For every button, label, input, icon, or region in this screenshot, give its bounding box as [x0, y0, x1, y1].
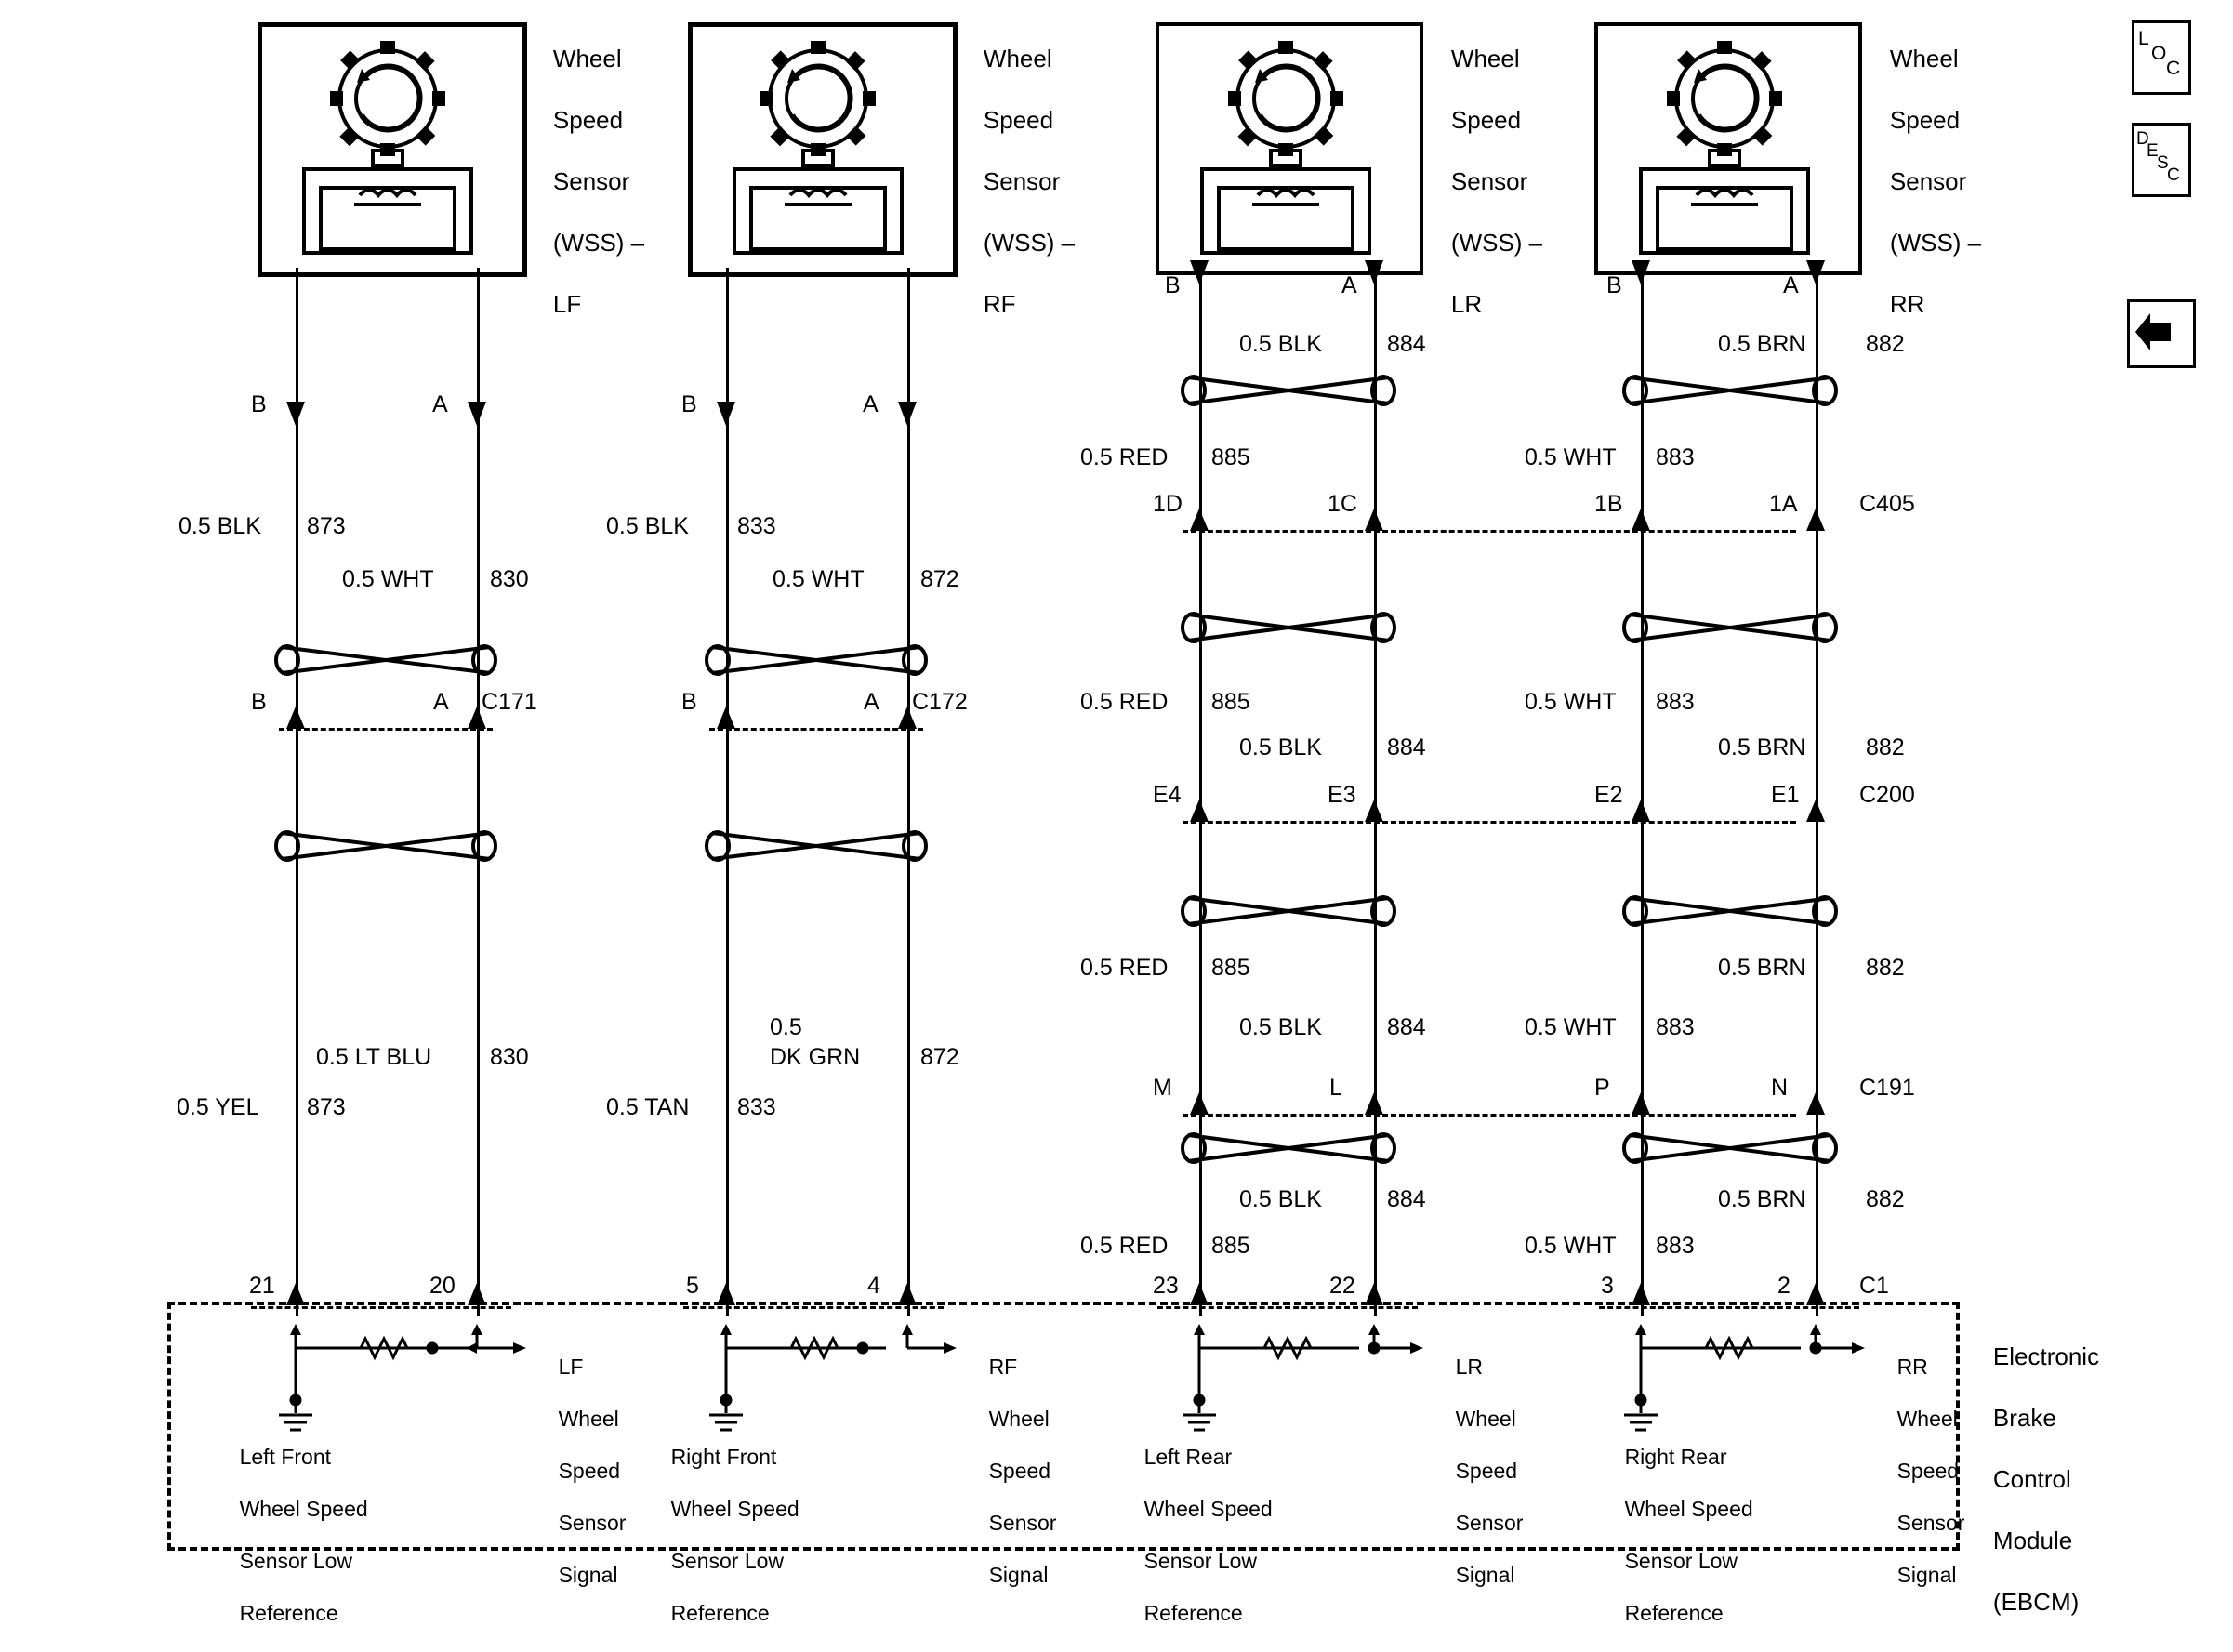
rf-c172-id: C172: [912, 689, 968, 715]
rf-wire-872b: 872: [920, 1044, 959, 1070]
lf-c171-pin-b: B: [251, 689, 267, 715]
loc-icon-c: C: [2166, 58, 2181, 79]
wss-rf-label: Wheel Speed Sensor (WSS) – RF: [983, 45, 1076, 318]
c405-id: C405: [1859, 491, 1915, 517]
lr-c191-pin-l: L: [1329, 1075, 1342, 1101]
ebcm-lf-ground-label: Left Front Wheel Speed Sensor Low Reference: [239, 1445, 368, 1625]
rr-c405-pin-1a: 1A: [1769, 491, 1798, 517]
ebcm-rf-signal-label: RF Wheel Speed Sensor Signal: [988, 1355, 1057, 1587]
lr-wire-red-4: 0.5 RED: [1080, 1233, 1169, 1259]
wss-lf-label: Wheel Speed Sensor (WSS) – LF: [552, 45, 645, 318]
ebcm-lf-signal-label: LF Wheel Speed Sensor Signal: [558, 1355, 627, 1587]
lr-wire-red-2: 0.5 RED: [1080, 689, 1169, 715]
lr-wire-blk-3: 0.5 BLK: [1239, 1014, 1322, 1040]
rr-wire-883-4: 883: [1656, 1233, 1695, 1259]
c191-dash: [1183, 1114, 1796, 1117]
c200-dash: [1183, 821, 1796, 824]
wss-rr-symbol: [1613, 32, 1836, 264]
rf-wire-dkgrn-label-2: DK GRN: [770, 1044, 861, 1070]
desc-icon-c: C: [2167, 165, 2180, 185]
lf-wire-830b: 830: [490, 1044, 529, 1070]
rr-wire-882-2: 882: [1866, 734, 1905, 760]
rf-term-arrow-right: [898, 1283, 918, 1307]
rr-wire-882-top: 882: [1866, 331, 1905, 357]
lr-arrow-b: [1190, 260, 1210, 292]
rr-wire-883-2: 883: [1656, 689, 1695, 715]
lf-twist-2: [274, 827, 497, 865]
lr-pin-b: B: [1165, 272, 1181, 298]
lr-wire-884-4: 884: [1387, 1186, 1426, 1212]
lf-pin-a: A: [432, 391, 448, 417]
rr-c200-arrow-b: [1632, 800, 1652, 824]
left-arrow-icon[interactable]: [2127, 299, 2196, 368]
lr-wire-885-3: 885: [1211, 955, 1250, 981]
lr-c191-arrow-b: [1190, 1092, 1210, 1117]
lr-c191-arrow-a: [1365, 1092, 1385, 1117]
lf-c171-arrow-b: [286, 707, 307, 731]
lr-twist-3: [1181, 892, 1396, 930]
rf-pin-b: B: [681, 391, 697, 417]
rr-c191-arrow-a: [1806, 1092, 1827, 1117]
rf-wire-833b: 833: [737, 1094, 776, 1120]
lr-c200-arrow-a: [1365, 800, 1385, 824]
c200-id: C200: [1859, 782, 1915, 808]
lf-wire-830: 830: [490, 566, 529, 592]
lf-wire-873b: 873: [307, 1094, 346, 1120]
rr-wire-882-3: 882: [1866, 955, 1905, 981]
lf-twist-1: [274, 641, 497, 679]
rr-wire-brn-top: 0.5 BRN: [1718, 331, 1806, 357]
rr-arrow-a: [1806, 260, 1827, 292]
rr-term-3: 3: [1601, 1273, 1614, 1299]
rf-c172-arrow-a: [898, 707, 918, 731]
lr-wire-885-2: 885: [1211, 689, 1250, 715]
lf-term-arrow-right: [468, 1283, 488, 1307]
rr-wire-883-3: 883: [1656, 1014, 1695, 1040]
rf-wire-dkgrn-label-1: 0.5: [770, 1014, 802, 1040]
rr-wire-wht-1: 0.5 WHT: [1525, 444, 1617, 470]
lr-wire-884-3: 884: [1387, 1014, 1426, 1040]
lr-c191-pin-m: M: [1153, 1075, 1172, 1101]
lr-wire-blk-4: 0.5 BLK: [1239, 1186, 1322, 1212]
rr-term-arrow-left: [1632, 1283, 1652, 1307]
desc-icon-e: E: [2147, 141, 2159, 161]
lr-term-arrow-left: [1190, 1283, 1210, 1307]
rf-term-arrow-left: [717, 1283, 737, 1307]
lr-wire-red-3: 0.5 RED: [1080, 955, 1169, 981]
rr-twist-1: [1622, 372, 1838, 409]
lr-wire-blk-top: 0.5 BLK: [1239, 331, 1322, 357]
wss-lr-symbol: [1174, 32, 1397, 264]
lf-wire-wht-label: 0.5 WHT: [342, 566, 434, 592]
lf-c171-dash: [279, 728, 493, 731]
lf-wire-ltblu-label: 0.5 LT BLU: [316, 1044, 432, 1070]
rf-wire-833: 833: [737, 513, 776, 539]
ebcm-lr-signal-label: LR Wheel Speed Sensor Signal: [1455, 1355, 1524, 1587]
rr-wire-brn-4: 0.5 BRN: [1718, 1186, 1806, 1212]
lf-arrow-b: [286, 402, 307, 433]
lf-wire-blk-label: 0.5 BLK: [178, 513, 261, 539]
lr-twist-4: [1181, 1130, 1396, 1167]
lr-wire-885-4: 885: [1211, 1233, 1250, 1259]
rr-c191-arrow-b: [1632, 1092, 1652, 1117]
rf-c172-arrow-b: [717, 707, 737, 731]
lr-c200-pin-e4: E4: [1153, 782, 1182, 808]
rf-pin-a: A: [863, 391, 879, 417]
rf-term-5: 5: [686, 1273, 699, 1299]
rf-arrow-a: [898, 402, 918, 433]
rf-twist-2: [705, 827, 928, 865]
wss-lr-label: Wheel Speed Sensor (WSS) – LR: [1450, 45, 1543, 318]
lr-pin-a: A: [1341, 272, 1357, 298]
rr-twist-4: [1622, 1130, 1838, 1167]
lr-wire-blk-2: 0.5 BLK: [1239, 734, 1322, 760]
rr-wire-wht-4: 0.5 WHT: [1525, 1233, 1617, 1259]
rr-twist-2: [1622, 609, 1838, 646]
rf-wire-tan-label: 0.5 TAN: [606, 1094, 690, 1120]
rr-c191-pin-p: P: [1594, 1075, 1610, 1101]
ebcm-rf-ground-label: Right Front Wheel Speed Sensor Low Reference: [670, 1445, 799, 1625]
ebcm-lr-ground-label: Left Rear Wheel Speed Sensor Low Reference: [1143, 1445, 1273, 1625]
rr-c405-arrow-a: [1806, 509, 1827, 533]
lr-twist-1: [1181, 372, 1396, 409]
lr-c405-pin-1c: 1C: [1328, 491, 1357, 517]
loc-icon[interactable]: [2132, 20, 2191, 95]
rr-wire-882-4: 882: [1866, 1186, 1905, 1212]
lf-c171-pin-a: A: [433, 689, 449, 715]
loc-icon-l: L: [2138, 28, 2149, 49]
lf-pin-b: B: [251, 391, 267, 417]
rr-wire-brn-2: 0.5 BRN: [1718, 734, 1806, 760]
rf-arrow-b: [717, 402, 737, 433]
rf-c172-dash: [709, 728, 923, 731]
lr-c405-arrow-b: [1190, 509, 1210, 533]
rf-twist-1: [705, 641, 928, 679]
rr-wire-brn-3: 0.5 BRN: [1718, 955, 1806, 981]
rr-wire-wht-3: 0.5 WHT: [1525, 1014, 1617, 1040]
ebcm-title: Electronic Brake Control Module (EBCM): [1992, 1342, 2100, 1616]
wss-rf-symbol: [707, 32, 930, 264]
lr-c405-arrow-a: [1365, 509, 1385, 533]
lf-c171-id: C171: [482, 689, 537, 715]
rf-c172-pin-b: B: [681, 689, 697, 715]
lf-wire-873: 873: [307, 513, 346, 539]
lf-arrow-a: [468, 402, 488, 433]
rr-term-2: 2: [1777, 1273, 1790, 1299]
lr-wire-884-top: 884: [1387, 331, 1426, 357]
rf-wire-872: 872: [920, 566, 959, 592]
lr-arrow-a: [1365, 260, 1385, 292]
rr-arrow-b: [1632, 260, 1652, 292]
c405-dash: [1183, 530, 1796, 533]
rr-c405-arrow-b: [1632, 509, 1652, 533]
c191-id: C191: [1859, 1075, 1915, 1101]
lr-wire-885-1: 885: [1211, 444, 1250, 470]
lf-term-21: 21: [249, 1273, 275, 1299]
wss-lf-symbol: [276, 32, 499, 264]
rr-pin-a: A: [1783, 272, 1799, 298]
lr-c200-pin-e3: E3: [1328, 782, 1356, 808]
lr-wire-884-2: 884: [1387, 734, 1426, 760]
rr-wire-wht-2: 0.5 WHT: [1525, 689, 1617, 715]
desc-icon-s: S: [2157, 153, 2169, 173]
lf-c171-arrow-a: [468, 707, 488, 731]
rf-wire-blk-label: 0.5 BLK: [606, 513, 689, 539]
rr-term-arrow-right: [1806, 1283, 1827, 1307]
lf-term-arrow-left: [286, 1283, 307, 1307]
rr-c200-pin-e1: E1: [1771, 782, 1800, 808]
rr-c191-pin-n: N: [1771, 1075, 1789, 1101]
lr-c405-pin-1d: 1D: [1153, 491, 1183, 517]
ebcm-rr-ground-label: Right Rear Wheel Speed Sensor Low Reference: [1624, 1445, 1753, 1625]
ebcm-rr-signal-label: RR Wheel Speed Sensor Signal: [1896, 1355, 1965, 1587]
c1-id: C1: [1859, 1273, 1889, 1299]
rf-term-4: 4: [867, 1273, 880, 1299]
rr-pin-b: B: [1606, 272, 1622, 298]
rr-twist-3: [1622, 892, 1838, 930]
desc-icon[interactable]: [2132, 123, 2191, 197]
lr-c200-arrow-b: [1190, 800, 1210, 824]
lf-wire-yel-label: 0.5 YEL: [177, 1094, 259, 1120]
lr-term-22: 22: [1329, 1273, 1355, 1299]
rr-c405-pin-1b: 1B: [1594, 491, 1623, 517]
lr-term-23: 23: [1153, 1273, 1179, 1299]
rf-wire-wht-label: 0.5 WHT: [773, 566, 865, 592]
loc-icon-o: O: [2151, 43, 2167, 64]
lr-wire-red-1: 0.5 RED: [1080, 444, 1169, 470]
lr-twist-2: [1181, 609, 1396, 646]
wss-rr-label: Wheel Speed Sensor (WSS) – RR: [1889, 45, 1982, 318]
rr-wire-883-1: 883: [1656, 444, 1695, 470]
lf-term-20: 20: [429, 1273, 456, 1299]
rr-c200-arrow-a: [1806, 800, 1827, 824]
rr-c200-pin-e2: E2: [1594, 782, 1623, 808]
lr-term-arrow-right: [1365, 1283, 1385, 1307]
rf-c172-pin-a: A: [864, 689, 879, 715]
desc-icon-d: D: [2136, 129, 2149, 149]
